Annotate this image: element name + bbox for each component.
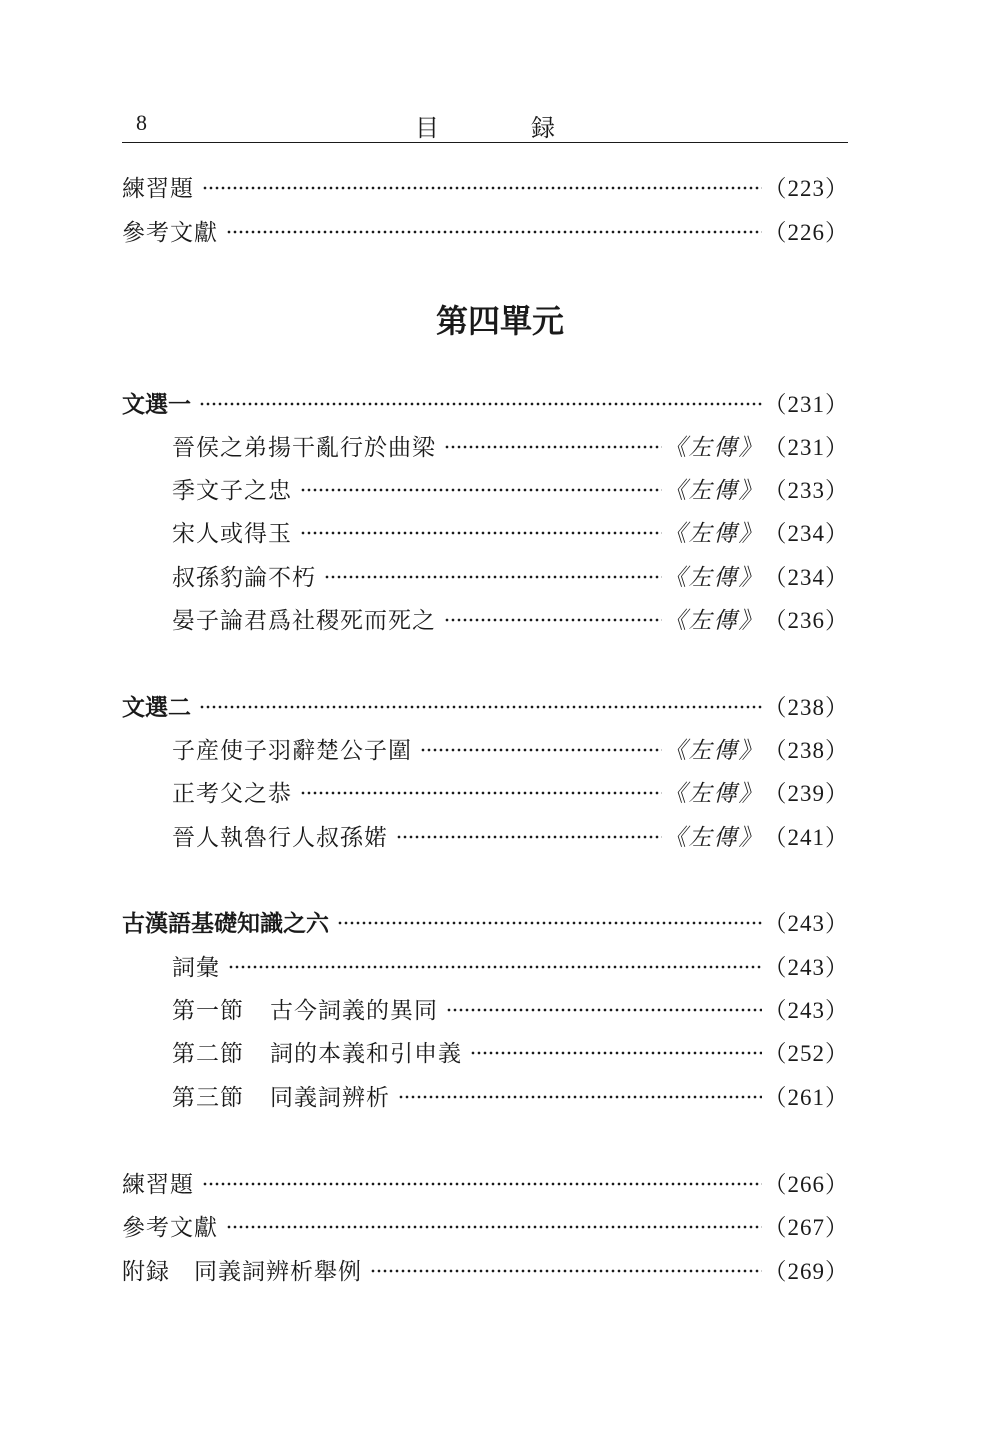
toc-entry[interactable] <box>172 990 849 1026</box>
entry-title: 晏子論君爲社稷死而死之 <box>172 607 436 634</box>
entry-page: （269） <box>763 1258 849 1284</box>
toc-entry[interactable] <box>122 1164 849 1200</box>
entry-title: 正考父之恭 <box>172 780 292 807</box>
header-title: 目 録 <box>415 114 589 142</box>
toc-entry[interactable] <box>172 557 849 593</box>
toc-entry[interactable] <box>122 903 849 939</box>
page-number: 8 <box>136 110 147 135</box>
entry-title: 古漢語基礎知識之六 <box>122 910 329 937</box>
entry-page: （231） <box>763 434 849 460</box>
entry-page: （226） <box>763 219 849 245</box>
entry-source: 《左傳》 <box>663 564 764 591</box>
dot-leader <box>337 921 762 925</box>
entry-title: 練習題 <box>122 175 194 202</box>
entry-page: （238） <box>763 694 849 720</box>
entry-title <box>172 1079 396 1112</box>
entry-title: 文選一 <box>122 391 191 418</box>
entry-source: 《左傳》 <box>663 434 764 461</box>
entry-title: 叔孫豹論不朽 <box>172 564 316 591</box>
dot-leader <box>470 1051 762 1055</box>
entry-page: （267） <box>763 1214 849 1240</box>
section-number: 第二節 <box>172 1040 244 1067</box>
entry-page: （243） <box>763 910 849 936</box>
dot-leader <box>444 618 662 622</box>
entry-title: 參考文獻 <box>122 219 218 246</box>
entry-title: 晉侯之弟揚干亂行於曲梁 <box>172 434 436 461</box>
entry-page: （241） <box>763 824 849 850</box>
dot-leader <box>396 835 662 839</box>
entry-page: （233） <box>763 477 849 503</box>
dot-leader <box>202 186 762 190</box>
entry-source: 《左傳》 <box>663 737 764 764</box>
toc-entry[interactable] <box>172 1033 849 1069</box>
dot-leader <box>300 488 662 492</box>
dot-leader <box>446 1008 762 1012</box>
entry-page: （261） <box>763 1084 849 1110</box>
dot-leader <box>300 791 662 795</box>
dot-leader <box>199 705 762 709</box>
toc-entry[interactable] <box>172 1077 849 1113</box>
toc-entry[interactable] <box>122 687 849 723</box>
entry-title: 參考文獻 <box>122 1214 218 1241</box>
entry-title <box>172 1035 468 1068</box>
toc-entry[interactable] <box>172 947 849 983</box>
entry-page: （266） <box>763 1171 849 1197</box>
entry-page: （231） <box>763 391 849 417</box>
entry-page: （236） <box>763 607 849 633</box>
toc-entry[interactable] <box>122 1207 849 1243</box>
entry-page: （243） <box>763 954 849 980</box>
toc-entry[interactable] <box>172 773 849 809</box>
toc-entry[interactable] <box>172 513 849 549</box>
dot-leader <box>228 965 762 969</box>
toc-entry[interactable] <box>172 470 849 506</box>
section-number: 第一節 <box>172 997 244 1024</box>
entry-title: 季文子之忠 <box>172 477 292 504</box>
section-title: 同義詞辨析 <box>270 1084 390 1111</box>
toc-entry[interactable] <box>172 817 849 853</box>
section-title: 同義詞辨析舉例 <box>194 1258 362 1285</box>
entry-title <box>172 992 444 1025</box>
entry-source: 《左傳》 <box>663 520 764 547</box>
dot-leader <box>420 748 662 752</box>
entry-page: （252） <box>763 1040 849 1066</box>
toc-entry[interactable] <box>122 168 849 204</box>
section-title: 詞的本義和引申義 <box>270 1040 462 1067</box>
entry-title <box>122 1253 368 1286</box>
entry-page: （223） <box>763 175 849 201</box>
entry-title: 練習題 <box>122 1171 194 1198</box>
dot-leader <box>226 1225 762 1229</box>
dot-leader <box>398 1095 762 1099</box>
section-title: 古今詞義的異同 <box>270 997 438 1024</box>
entry-title: 宋人或得玉 <box>172 520 292 547</box>
toc-entry[interactable] <box>122 212 849 248</box>
toc-entry[interactable] <box>122 384 849 420</box>
toc-entry[interactable] <box>122 1251 849 1287</box>
section-number: 附録 <box>122 1258 170 1285</box>
toc-entry[interactable] <box>172 427 849 463</box>
dot-leader <box>226 230 762 234</box>
entry-source: 《左傳》 <box>663 824 764 851</box>
entry-page: （234） <box>763 520 849 546</box>
toc-entry[interactable] <box>172 600 849 636</box>
unit-title: 第四單元 <box>435 302 564 340</box>
dot-leader <box>324 575 662 579</box>
entry-title: 詞彙 <box>172 954 220 981</box>
entry-title: 子産使子羽辭楚公子圍 <box>172 737 412 764</box>
page-header <box>122 108 848 143</box>
dot-leader <box>199 402 762 406</box>
entry-source: 《左傳》 <box>663 780 764 807</box>
entry-page: （243） <box>763 997 849 1023</box>
dot-leader <box>202 1182 762 1186</box>
dot-leader <box>444 445 662 449</box>
entry-source: 《左傳》 <box>663 477 764 504</box>
entry-source: 《左傳》 <box>663 607 764 634</box>
dot-leader <box>370 1269 762 1273</box>
entry-title: 晉人執魯行人叔孫婼 <box>172 824 388 851</box>
entry-page: （238） <box>763 737 849 763</box>
entry-page: （234） <box>763 564 849 590</box>
section-number: 第三節 <box>172 1084 244 1111</box>
toc-entry[interactable] <box>172 730 849 766</box>
entry-page: （239） <box>763 780 849 806</box>
entry-title: 文選二 <box>122 694 191 721</box>
dot-leader <box>300 531 662 535</box>
